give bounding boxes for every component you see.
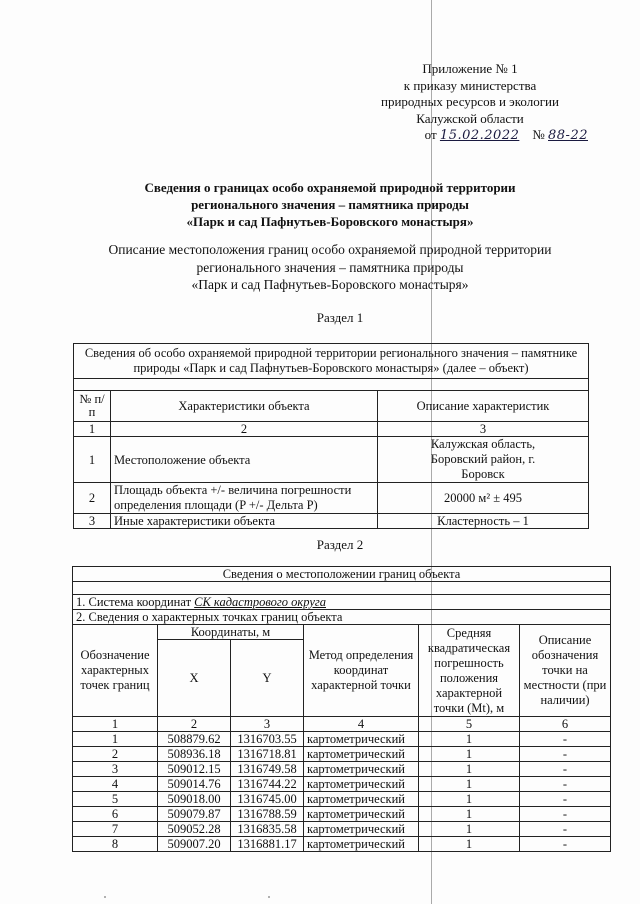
location-description bbox=[50, 241, 610, 294]
description-line-3: «Парк и сад Пафнутьев-Боровского монастыря» bbox=[191, 277, 469, 292]
annex-line-3: природных ресурсов и экологии bbox=[381, 94, 559, 109]
table-row bbox=[73, 762, 611, 777]
point-id: 4 bbox=[73, 777, 158, 792]
point-description: - bbox=[520, 822, 611, 837]
number-prefix: № bbox=[532, 127, 545, 142]
point-description: - bbox=[520, 732, 611, 747]
point-description: - bbox=[520, 762, 611, 777]
points-info-row: 2. Сведения о характерных точках границ объекта bbox=[73, 610, 611, 625]
column-numbers-row bbox=[73, 717, 611, 732]
method: картометрический bbox=[304, 747, 419, 762]
order-date: 15.02.2022 bbox=[439, 128, 520, 143]
annex-line-4: Калужской области bbox=[416, 110, 524, 126]
mt-error: 1 bbox=[419, 822, 520, 837]
coordinate-system-value: СК кадастрового округа bbox=[194, 595, 326, 609]
table-row bbox=[74, 437, 589, 483]
row-number: 1 bbox=[74, 437, 111, 483]
document-title bbox=[60, 179, 600, 230]
header-y: Y bbox=[231, 640, 304, 717]
row-characteristic: Местоположение объекта bbox=[111, 437, 378, 483]
coord-y: 1316749.58 bbox=[231, 762, 304, 777]
mt-error: 1 bbox=[419, 732, 520, 747]
coordinate-system-row bbox=[73, 595, 611, 610]
method: картометрический bbox=[304, 762, 419, 777]
header-point: Обозначение характерных точек границ bbox=[73, 625, 158, 717]
table-row bbox=[73, 807, 611, 822]
row-value: 20000 м² ± 495 bbox=[378, 483, 589, 514]
column-number: 5 bbox=[419, 717, 520, 732]
coord-y: 1316788.59 bbox=[231, 807, 304, 822]
method: картометрический bbox=[304, 807, 419, 822]
column-number: 3 bbox=[231, 717, 304, 732]
row-number: 2 bbox=[74, 483, 111, 514]
table-row bbox=[73, 747, 611, 762]
title-line-3: «Парк и сад Пафнутьев-Боровского монастыря» bbox=[186, 214, 474, 229]
coord-y: 1316835.58 bbox=[231, 822, 304, 837]
description-line-2: регионального значения – памятника природы bbox=[196, 259, 464, 275]
column-number: 6 bbox=[520, 717, 611, 732]
coord-x: 509007.20 bbox=[158, 837, 231, 852]
point-description: - bbox=[520, 807, 611, 822]
column-number: 4 bbox=[304, 717, 419, 732]
coord-y: 1316718.81 bbox=[231, 747, 304, 762]
title-line-1: Сведения о границах особо охраняемой природной территории bbox=[144, 180, 516, 195]
header-characteristic: Характеристики объекта bbox=[111, 391, 378, 422]
section-2-label: Раздел 2 bbox=[316, 537, 364, 552]
coord-x: 509052.28 bbox=[158, 822, 231, 837]
mt-error: 1 bbox=[419, 807, 520, 822]
annex-line-2: к приказу министерства bbox=[403, 77, 537, 93]
table-row bbox=[73, 837, 611, 852]
row-characteristic: Площадь объекта +/- величина погрешности определения площади (P +/- Дельта P) bbox=[111, 483, 378, 514]
header-error: Средняя квадратическая погрешность положения характерной точки (Mt), м bbox=[419, 625, 520, 717]
coord-y: 1316744.22 bbox=[231, 777, 304, 792]
point-description: - bbox=[520, 777, 611, 792]
point-id: 7 bbox=[73, 822, 158, 837]
coord-x: 509012.15 bbox=[158, 762, 231, 777]
coord-x: 509014.76 bbox=[158, 777, 231, 792]
table-row bbox=[73, 777, 611, 792]
column-number: 1 bbox=[73, 717, 158, 732]
annex-date-line bbox=[340, 127, 600, 145]
table-row bbox=[73, 732, 611, 747]
point-id: 1 bbox=[73, 732, 158, 747]
point-description: - bbox=[520, 792, 611, 807]
column-number: 2 bbox=[111, 422, 378, 437]
header-number: № п/п bbox=[74, 391, 111, 422]
mt-error: 1 bbox=[419, 762, 520, 777]
object-info-table bbox=[73, 343, 589, 529]
coord-x: 509018.00 bbox=[158, 792, 231, 807]
coord-x: 508879.62 bbox=[158, 732, 231, 747]
coord-x: 508936.18 bbox=[158, 747, 231, 762]
row-value: Кластерность – 1 bbox=[378, 514, 589, 529]
point-id: 3 bbox=[73, 762, 158, 777]
mt-error: 1 bbox=[419, 747, 520, 762]
boundary-points-table bbox=[72, 566, 611, 852]
header-method: Метод определения координат характерной точки bbox=[304, 625, 419, 717]
scan-speck bbox=[104, 896, 106, 898]
table-row bbox=[74, 483, 589, 514]
method: картометрический bbox=[304, 732, 419, 747]
mt-error: 1 bbox=[419, 777, 520, 792]
coord-y: 1316745.00 bbox=[231, 792, 304, 807]
table-1-title: Сведения об особо охраняемой природной территории регионального значения – памятнике природы «Парк и сад Пафнутьев-Боровского монастыря» (далее – объект) bbox=[74, 344, 589, 379]
coord-y: 1316881.17 bbox=[231, 837, 304, 852]
point-id: 8 bbox=[73, 837, 158, 852]
coordinate-system-label: 1. Система координат bbox=[76, 595, 195, 609]
table-row bbox=[74, 514, 589, 529]
column-number: 3 bbox=[378, 422, 589, 437]
coord-x: 509079.87 bbox=[158, 807, 231, 822]
description-line-1: Описание местоположения границ особо охраняемой природной территории bbox=[108, 242, 552, 257]
header-description: Описание характеристик bbox=[378, 391, 589, 422]
method: картометрический bbox=[304, 792, 419, 807]
point-id: 6 bbox=[73, 807, 158, 822]
table-2-title: Сведения о местоположении границ объекта bbox=[73, 567, 611, 582]
row-value: Калужская область, Боровский район, г. Боровск bbox=[378, 437, 589, 483]
table-row bbox=[73, 792, 611, 807]
method: картометрический bbox=[304, 837, 419, 852]
column-number: 1 bbox=[74, 422, 111, 437]
column-number: 2 bbox=[158, 717, 231, 732]
scan-speck bbox=[268, 896, 270, 898]
annex-header bbox=[340, 61, 600, 145]
points-body bbox=[73, 732, 611, 852]
point-description: - bbox=[520, 837, 611, 852]
point-id: 2 bbox=[73, 747, 158, 762]
title-line-2: регионального значения – памятника природы bbox=[191, 197, 469, 212]
annex-line-1: Приложение № 1 bbox=[422, 61, 518, 76]
table-row bbox=[73, 822, 611, 837]
header-point-description: Описание обозначения точки на местности (при наличии) bbox=[520, 625, 611, 717]
coord-y: 1316703.55 bbox=[231, 732, 304, 747]
mt-error: 1 bbox=[419, 792, 520, 807]
method: картометрический bbox=[304, 822, 419, 837]
point-id: 5 bbox=[73, 792, 158, 807]
section-1-label: Раздел 1 bbox=[316, 310, 364, 325]
header-coordinates: Координаты, м bbox=[158, 625, 304, 640]
method: картометрический bbox=[304, 777, 419, 792]
table-1-spacer bbox=[74, 379, 589, 391]
point-description: - bbox=[520, 747, 611, 762]
order-number: 88-22 bbox=[548, 128, 588, 143]
header-x: X bbox=[158, 640, 231, 717]
row-characteristic: Иные характеристики объекта bbox=[111, 514, 378, 529]
row-number: 3 bbox=[74, 514, 111, 529]
table-2-spacer bbox=[73, 582, 611, 595]
date-prefix: от bbox=[424, 127, 437, 142]
mt-error: 1 bbox=[419, 837, 520, 852]
